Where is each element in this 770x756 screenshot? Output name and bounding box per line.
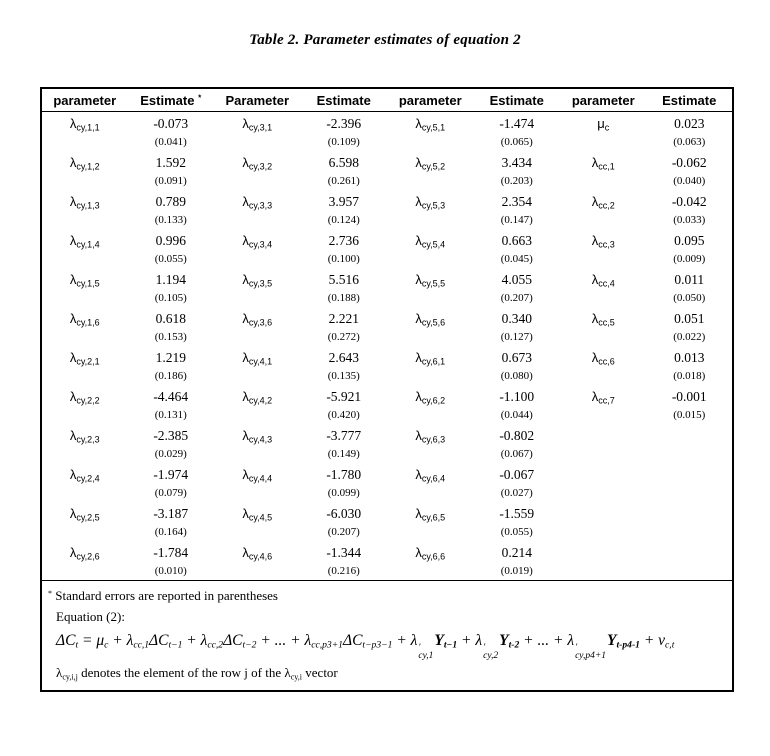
- table-row: [41, 424, 733, 463]
- estimate-value: 0.996: [155, 233, 186, 248]
- parameter-label: $\lambda_{cy,5,4}$: [415, 233, 446, 250]
- parameter-label: $\lambda_{cy,2,2}$: [69, 389, 100, 406]
- estimate-cell: [474, 190, 561, 229]
- estimate-cell: [474, 229, 561, 268]
- parameter-label: $\lambda_{cy,5,6}$: [415, 311, 446, 328]
- estimate-value: 1.592: [155, 155, 186, 170]
- standard-error: (0.041): [154, 136, 187, 148]
- parameter-table-container: [40, 87, 734, 692]
- estimate-value: -1.344: [326, 545, 362, 560]
- parameter-label: $\lambda_{cy,2,5}$: [69, 506, 100, 523]
- standard-error: (0.040): [673, 175, 706, 187]
- standard-error: (0.124): [327, 214, 360, 226]
- estimate-value: 2.221: [328, 311, 359, 326]
- estimate-cell: [474, 151, 561, 190]
- header-parameter-2: Parameter: [214, 88, 301, 112]
- table-footnotes: [41, 581, 733, 691]
- standard-error: (0.149): [327, 448, 360, 460]
- estimate-value: 1.219: [155, 350, 186, 365]
- parameter-label: $\lambda_{cy,6,2}$: [415, 389, 446, 406]
- parameter-label: $\lambda_{cy,4,4}$: [242, 467, 273, 484]
- estimate-cell: [128, 307, 215, 346]
- header-parameter-1: parameter: [41, 88, 128, 112]
- table-row: [41, 307, 733, 346]
- standard-error: (0.019): [500, 565, 533, 577]
- estimate-value: 0.013: [674, 350, 705, 365]
- parameter-label: $\lambda_{cy,4,1}$: [242, 350, 273, 367]
- parameter-label: $\lambda_{cy,1,4}$: [69, 233, 100, 250]
- parameter-label: $\lambda_{cy,6,4}$: [415, 467, 446, 484]
- header-row: [41, 88, 733, 112]
- estimate-value: 5.516: [328, 272, 359, 287]
- estimate-cell: [128, 268, 215, 307]
- estimate-cell: [647, 463, 734, 502]
- footnote-marker: *: [198, 93, 202, 103]
- estimate-cell: [647, 151, 734, 190]
- standard-error: (0.063): [673, 136, 706, 148]
- standard-error: (0.207): [327, 526, 360, 538]
- parameter-label: $\lambda_{cy,4,3}$: [242, 428, 273, 445]
- parameter-label: $\lambda_{cy,3,5}$: [242, 272, 273, 289]
- table-row: [41, 268, 733, 307]
- estimate-cell: [301, 346, 388, 385]
- parameter-label: $\lambda_{cc,2}$: [591, 194, 615, 211]
- standard-error: (0.009): [673, 253, 706, 265]
- table-row: [41, 346, 733, 385]
- estimate-value: -0.067: [499, 467, 535, 482]
- table-row: [41, 190, 733, 229]
- header-parameter-3: parameter: [387, 88, 474, 112]
- standard-error: (0.079): [154, 487, 187, 499]
- parameter-label: $\lambda_{cy,3,3}$: [242, 194, 273, 211]
- estimate-cell: [647, 346, 734, 385]
- estimate-cell: [474, 268, 561, 307]
- estimate-cell: [128, 229, 215, 268]
- estimate-value: -0.001: [671, 389, 707, 404]
- standard-error: (0.044): [500, 409, 533, 421]
- estimate-value: 0.340: [501, 311, 532, 326]
- parameter-label: $\lambda_{cc,7}$: [591, 389, 615, 406]
- table-row: [41, 151, 733, 190]
- parameter-label: $\lambda_{cy,2,3}$: [69, 428, 100, 445]
- estimate-cell: [301, 229, 388, 268]
- parameter-label: $\lambda_{cc,1}$: [591, 155, 615, 172]
- standard-error: (0.055): [500, 526, 533, 538]
- estimate-cell: [647, 307, 734, 346]
- standard-error: (0.105): [154, 292, 187, 304]
- estimate-cell: [647, 541, 734, 581]
- parameter-label: $\mu_c$: [597, 116, 610, 133]
- estimate-value: 6.598: [328, 155, 359, 170]
- estimate-cell: [474, 541, 561, 581]
- parameter-label: $\lambda_{cy,2,4}$: [69, 467, 100, 484]
- estimate-value: -0.042: [671, 194, 707, 209]
- standard-error: (0.153): [154, 331, 187, 343]
- estimate-cell: [301, 463, 388, 502]
- parameter-label: [560, 463, 647, 502]
- footnote-lambda-definition: $\lambda_{cy,i,j}$ denotes the element of the row j of the $\lambda_{cy,i}$ vector: [56, 664, 338, 682]
- estimate-cell: [301, 307, 388, 346]
- parameter-label: $\lambda_{cc,3}$: [591, 233, 615, 250]
- estimate-cell: [301, 151, 388, 190]
- parameter-label: $\lambda_{cy,4,6}$: [242, 545, 273, 562]
- estimate-cell: [128, 112, 215, 152]
- header-estimate-4: Estimate: [647, 88, 734, 112]
- standard-error: (0.010): [154, 565, 187, 577]
- estimate-cell: [474, 307, 561, 346]
- parameter-label: [560, 502, 647, 541]
- estimate-cell: [647, 385, 734, 424]
- parameter-label: $\lambda_{cy,6,3}$: [415, 428, 446, 445]
- estimate-value: 2.736: [328, 233, 359, 248]
- parameter-label: $\lambda_{cy,3,2}$: [242, 155, 273, 172]
- standard-error: (0.033): [673, 214, 706, 226]
- standard-error: (0.186): [154, 370, 187, 382]
- header-parameter-4: parameter: [560, 88, 647, 112]
- parameter-label: [560, 541, 647, 581]
- standard-error: (0.099): [327, 487, 360, 499]
- standard-error: (0.133): [154, 214, 187, 226]
- estimate-value: 1.194: [155, 272, 186, 287]
- standard-error: (0.100): [327, 253, 360, 265]
- estimate-cell: [474, 385, 561, 424]
- estimate-cell: [301, 268, 388, 307]
- standard-error: (0.420): [327, 409, 360, 421]
- estimate-value: -1.784: [153, 545, 189, 560]
- page-title: Table 2. Parameter estimates of equation 2: [249, 32, 521, 48]
- estimate-value: -4.464: [153, 389, 189, 404]
- standard-error: (0.109): [327, 136, 360, 148]
- table-row: [41, 112, 733, 152]
- estimate-cell: [301, 502, 388, 541]
- estimate-value: 0.618: [155, 311, 186, 326]
- table-header: [41, 88, 733, 112]
- estimate-value: -1.474: [499, 116, 535, 131]
- parameter-label: $\lambda_{cc,5}$: [591, 311, 615, 328]
- estimate-cell: [301, 112, 388, 152]
- estimate-cell: [647, 112, 734, 152]
- estimate-cell: [474, 112, 561, 152]
- parameter-label: $\lambda_{cc,6}$: [591, 350, 615, 367]
- parameter-label: $\lambda_{cy,3,4}$: [242, 233, 273, 250]
- estimate-cell: [474, 502, 561, 541]
- parameter-label: $\lambda_{cy,3,1}$: [242, 116, 273, 133]
- table-body: [41, 112, 733, 581]
- standard-error: (0.045): [500, 253, 533, 265]
- standard-error: (0.091): [154, 175, 187, 187]
- header-estimate-2: Estimate: [301, 88, 388, 112]
- estimate-value: 4.055: [501, 272, 532, 287]
- estimate-value: -1.780: [326, 467, 362, 482]
- parameter-label: $\lambda_{cy,6,1}$: [415, 350, 446, 367]
- parameter-label: $\lambda_{cy,1,1}$: [69, 116, 100, 133]
- estimate-value: -6.030: [326, 506, 362, 521]
- parameter-label: $\lambda_{cy,3,6}$: [242, 311, 273, 328]
- estimate-value: 3.957: [328, 194, 359, 209]
- standard-error: (0.015): [673, 409, 706, 421]
- standard-error: (0.018): [673, 370, 706, 382]
- standard-error: (0.027): [500, 487, 533, 499]
- table-row: [41, 541, 733, 581]
- estimate-value: -0.802: [499, 428, 535, 443]
- estimate-cell: [474, 463, 561, 502]
- standard-error: (0.216): [327, 565, 360, 577]
- estimate-value: 2.643: [328, 350, 359, 365]
- estimate-cell: [128, 541, 215, 581]
- parameter-estimates-table: [40, 87, 734, 692]
- parameter-label: $\lambda_{cy,2,6}$: [69, 545, 100, 562]
- estimate-cell: [301, 424, 388, 463]
- estimate-value: 0.023: [674, 116, 705, 131]
- parameter-label: $\lambda_{cy,1,2}$: [69, 155, 100, 172]
- standard-error: (0.135): [327, 370, 360, 382]
- table-row: [41, 502, 733, 541]
- estimate-cell: [301, 385, 388, 424]
- estimate-cell: [647, 424, 734, 463]
- table-row: [41, 463, 733, 502]
- parameter-label: $\lambda_{cy,1,5}$: [69, 272, 100, 289]
- estimate-value: 2.354: [501, 194, 532, 209]
- standard-error: (0.050): [673, 292, 706, 304]
- standard-error: (0.147): [500, 214, 533, 226]
- estimate-cell: [128, 385, 215, 424]
- estimate-cell: [128, 424, 215, 463]
- parameter-label: $\lambda_{cy,1,3}$: [69, 194, 100, 211]
- parameter-label: $\lambda_{cy,5,5}$: [415, 272, 446, 289]
- estimate-cell: [128, 502, 215, 541]
- estimate-cell: [647, 502, 734, 541]
- estimate-cell: [647, 190, 734, 229]
- parameter-label: $\lambda_{cy,4,2}$: [242, 389, 273, 406]
- equation-2: $\Delta C_t = \mu_c + \lambda_{cc,1}\Delta C_{t-1} + \lambda_{cc,2}\Delta C_{t-2}$ + ... + $\lambda_{cc,p3+1}\Delta C_{t-p3-1} + \lambda$ ′ cy,1 $Y_{t-1} + \lambda$ ′ cy,2 $Y_{t-2}$ + ... + λ ′ cy,p4+1 $Y_{t-p4-1} + \nu_{c,t}$: [56, 632, 675, 662]
- estimate-value: -1.100: [499, 389, 535, 404]
- footnote-standard-errors: * Standard errors are reported in parentheses: [48, 588, 278, 603]
- standard-error: (0.164): [154, 526, 187, 538]
- estimate-cell: [128, 463, 215, 502]
- standard-error: (0.065): [500, 136, 533, 148]
- estimate-value: -3.187: [153, 506, 189, 521]
- parameter-label: $\lambda_{cc,4}$: [591, 272, 615, 289]
- estimate-value: -2.385: [153, 428, 189, 443]
- estimate-value: -0.062: [671, 155, 707, 170]
- standard-error: (0.080): [500, 370, 533, 382]
- parameter-label: $\lambda_{cy,1,6}$: [69, 311, 100, 328]
- estimate-value: -5.921: [326, 389, 362, 404]
- footnote-row: [41, 581, 733, 691]
- parameter-label: $\lambda_{cy,5,1}$: [415, 116, 446, 133]
- standard-error: (0.022): [673, 331, 706, 343]
- parameter-label: $\lambda_{cy,5,2}$: [415, 155, 446, 172]
- standard-error: (0.029): [154, 448, 187, 460]
- estimate-cell: [128, 151, 215, 190]
- estimate-cell: [301, 190, 388, 229]
- standard-error: (0.261): [327, 175, 360, 187]
- estimate-value: -3.777: [326, 428, 362, 443]
- estimate-cell: [647, 268, 734, 307]
- estimate-value: 0.214: [501, 545, 532, 560]
- parameter-label: $\lambda_{cy,2,1}$: [69, 350, 100, 367]
- estimate-cell: [301, 541, 388, 581]
- header-estimate-3: Estimate: [474, 88, 561, 112]
- header-estimate-1: Estimate *: [128, 88, 215, 112]
- estimate-value: 0.673: [501, 350, 532, 365]
- estimate-value: 0.095: [674, 233, 705, 248]
- standard-error: (0.188): [327, 292, 360, 304]
- estimate-cell: [128, 190, 215, 229]
- parameter-label: $\lambda_{cy,5,3}$: [415, 194, 446, 211]
- standard-error: (0.207): [500, 292, 533, 304]
- estimate-value: 0.051: [674, 311, 705, 326]
- parameter-label: $\lambda_{cy,4,5}$: [242, 506, 273, 523]
- footnote-equation-label: Equation (2):: [56, 609, 125, 624]
- estimate-value: 0.789: [155, 194, 186, 209]
- estimate-value: -2.396: [326, 116, 362, 131]
- standard-error: (0.127): [500, 331, 533, 343]
- parameter-label: $\lambda_{cy,6,5}$: [415, 506, 446, 523]
- standard-error: (0.067): [500, 448, 533, 460]
- table-row: [41, 229, 733, 268]
- estimate-cell: [128, 346, 215, 385]
- estimate-value: 0.011: [674, 272, 705, 287]
- table-row: [41, 385, 733, 424]
- estimate-cell: [474, 346, 561, 385]
- estimate-value: -1.974: [153, 467, 189, 482]
- estimate-value: 0.663: [501, 233, 532, 248]
- estimate-cell: [647, 229, 734, 268]
- estimate-value: -0.073: [153, 116, 189, 131]
- standard-error: (0.131): [154, 409, 187, 421]
- standard-error: (0.203): [500, 175, 533, 187]
- estimate-value: -1.559: [499, 506, 535, 521]
- standard-error: (0.055): [154, 253, 187, 265]
- parameter-label: [560, 424, 647, 463]
- estimate-cell: [474, 424, 561, 463]
- estimate-value: 3.434: [501, 155, 532, 170]
- standard-error: (0.272): [327, 331, 360, 343]
- parameter-label: $\lambda_{cy,6,6}$: [415, 545, 446, 562]
